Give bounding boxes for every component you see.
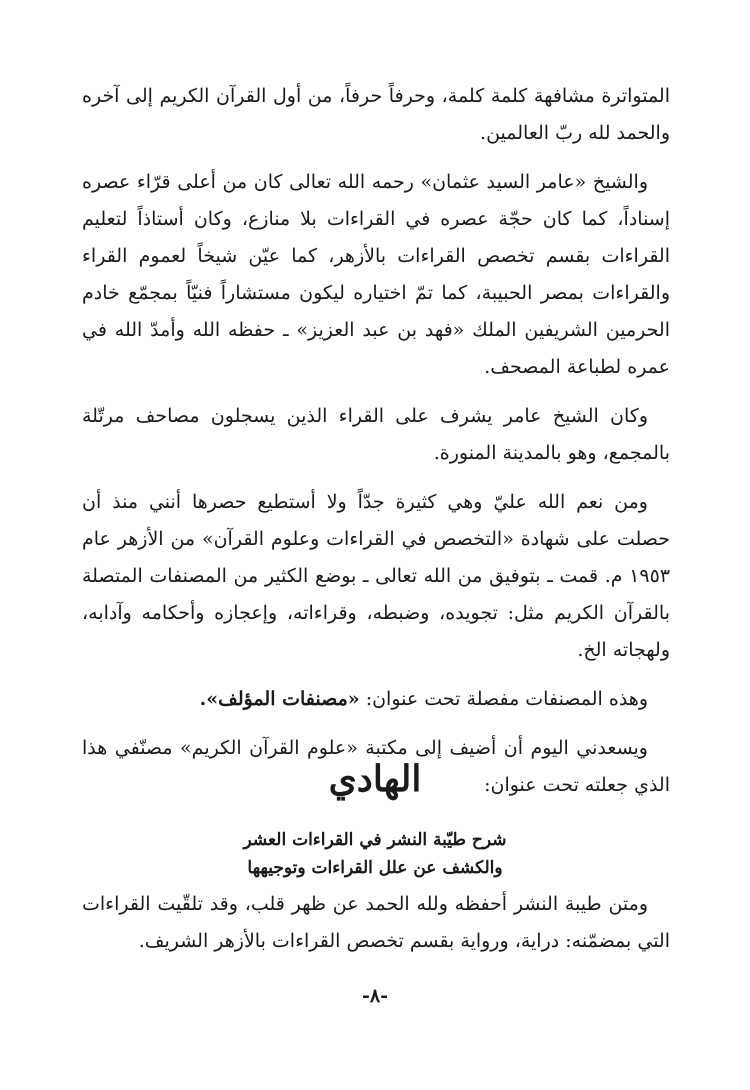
author-works-title: «مصنفات المؤلف». [199,688,360,710]
subtitle-line-2: والكشف عن علل القراءات وتوجيهها [247,858,503,878]
paragraph-new-book: ويسعدني اليوم أن أضيف إلى مكتبة «علوم القرآن الكريم» مصنّفي هذا الذي جعلته تحت عنوان: [82,737,670,796]
paragraph-sheikh-amer: والشيخ «عامر السيد عثمان» رحمه الله تعالى كان من أعلى قرّاء عصره إسناداً، كما كان حجّة عصره في القراءات بلا منازع، وكان أستاذاً لتعليم القراءات بقسم تخصص القراءات بالأزهر، كما عيّن شيخاً لعموم القراء والقراءات بمصر الحبيبة، كما تمّ اختياره ليكون مستشاراً فنيّاً بمجمّع خادم الحرمين الشريفين الملك «فهد بن عبد العزيز» ـ حفظه الله وأمدّ الله في عمره لطباعة المصحف. [82,171,670,378]
paragraph-blessings: ومن نعم الله عليّ وهي كثيرة جدّاً ولا أستطيع حصرها أنني منذ أن حصلت على شهادة «التخصص في القراءات وعلوم القرآن» من الأزهر عام ١٩٥٣ م. قمت ـ بتوفيق من الله تعالى ـ بوضع الكثير من المصنفات المتصلة بالقرآن الكريم مثل: تجويده، وضبطه، وقراءاته، وإعجازه وأحكامه وآدابه، ولهجاته الخ. [82,491,670,661]
paragraph-supervision: وكان الشيخ عامر يشرف على القراء الذين يسجلون مصاحف مرتّلة بالمجمع، وهو بالمدينة المنورة. [82,405,670,464]
paragraph-continuation: المتواترة مشافهة كلمة كلمة، وحرفاً حرفاً، من أول القرآن الكريم إلى آخره والحمد لله ربّ العالمين. [82,85,670,144]
paragraph-author-works [82,681,670,718]
subtitle-line-1: شرح طيّبة النشر في القراءات العشر [243,830,507,850]
book-title: الهادي [328,758,422,800]
page-number: -٨- [362,985,388,1007]
text-block-top [82,78,670,804]
paragraph-tayyibat-memorized: ومتن طيبة النشر أحفظه ولله الحمد عن ظهر قلب، وقد تلقّيت القراءات التي بمضمّنه: دراية، ورواية بقسم تخصص القراءات بالأزهر الشريف. [82,893,670,952]
author-works-text: وهذه المصنفات مفصلة تحت عنوان: [359,688,648,710]
text-block-bottom [82,886,670,960]
book-subtitle [0,826,750,882]
